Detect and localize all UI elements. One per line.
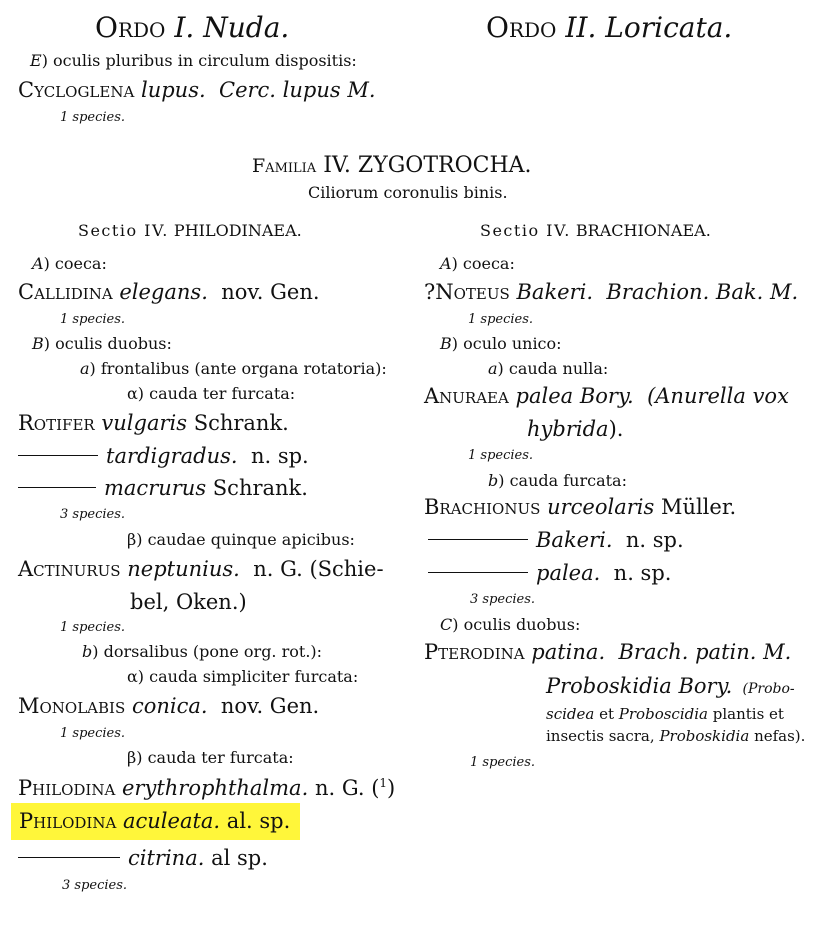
entry-note: nov. Gen. (220, 694, 320, 718)
alpha-line: α) cauda ter furcata: (127, 384, 296, 403)
author-name: Schrank. (212, 476, 308, 500)
author-name: Schrank. (193, 411, 289, 435)
genus-name: Pterodina (424, 640, 525, 664)
synonym-continued: hybrida (527, 417, 609, 441)
note-text: insectis sacra, (546, 727, 655, 745)
species-count: 1 species. (468, 448, 534, 463)
note-text: et (599, 705, 615, 723)
right-ra-line (488, 361, 608, 377)
species-name: erythrophthalma. (122, 776, 309, 800)
right-rb-line (488, 473, 627, 489)
entry-bakeri (428, 530, 684, 551)
left-a-line (32, 256, 107, 272)
author-name: Müller. (660, 495, 737, 519)
section-letter: A (32, 254, 44, 273)
species-count: 1 species. (60, 620, 126, 635)
species-count: 1 species. (60, 726, 126, 741)
genus-name: Callidina (18, 280, 113, 304)
note-text: (Probo- (742, 681, 795, 697)
ordo-label: Ordo (486, 11, 557, 44)
right-c-line (440, 617, 580, 633)
entry-note: al sp. (211, 846, 268, 870)
genus-name: Anuraea (424, 384, 509, 408)
ordo-1-heading (95, 11, 290, 44)
species-name: palea. (536, 561, 601, 585)
note-text: nefas). (754, 727, 806, 745)
sectio-heading-right (480, 223, 711, 239)
section-letter: B (32, 334, 44, 353)
entry-note: n. sp. (250, 444, 309, 468)
synonym-continued: Proboskidia Bory. (546, 674, 733, 698)
subsection-text: ) cauda furcata: (498, 471, 627, 490)
ditto-dash (428, 572, 528, 573)
entry-philodina-erythrophthalma (18, 777, 395, 799)
ordo-label: Ordo (95, 11, 166, 44)
genus-name: Rotifer (18, 411, 95, 435)
entry-brachionus (424, 497, 736, 518)
section-text: ) oculis duobus: (452, 615, 581, 634)
subsection-letter: b (488, 471, 499, 490)
entry-note: al. sp. (226, 809, 291, 833)
left-fa-line (80, 361, 387, 377)
entry-proboskidia (546, 676, 795, 697)
section-e-line (30, 53, 357, 69)
note-text: scidea (546, 705, 595, 723)
entry-note-close: ) (387, 776, 396, 800)
highlight-mark (11, 803, 300, 840)
subsection-letter: a (80, 359, 90, 378)
subsection-letter: a (488, 359, 498, 378)
sectio-name: BRACHIONAEA. (575, 221, 711, 240)
species-count: 1 species. (470, 755, 536, 770)
left-fb-line (82, 644, 322, 660)
species-count: 1 species. (468, 312, 534, 327)
species-name: lupus. (140, 78, 206, 102)
synonym: Cerc. lupus M. (219, 78, 376, 102)
ordo-2-heading (486, 11, 733, 44)
entry-rotifer (18, 413, 289, 434)
ordo-name: Loricata. (605, 11, 733, 44)
entry-anuraea-continued (527, 419, 623, 440)
entry-note: n. sp. (625, 528, 684, 552)
entry-philodina-aculeata-highlighted (11, 811, 300, 832)
section-text: ) oculis duobus: (43, 334, 172, 353)
ordo-name: Nuda. (203, 11, 290, 44)
genus-name: Cycloglena (18, 78, 135, 102)
genus-name: Philodina (19, 809, 117, 833)
species-name: elegans. (119, 280, 208, 304)
note-text: Proboskidia (659, 727, 750, 745)
beta-line: β) cauda ter furcata: (127, 748, 294, 767)
entry-anuraea (424, 386, 789, 407)
right-a-line (440, 256, 515, 272)
entry-note: n. sp. (613, 561, 672, 585)
familia-number: IV. (323, 153, 351, 178)
right-b-line (440, 336, 562, 352)
subsection-text: ) frontalibus (ante organa rotatoria): (89, 359, 387, 378)
proboskidia-note-line-3 (546, 729, 805, 744)
section-letter: A (440, 254, 452, 273)
species-name: tardigradus. (106, 444, 238, 468)
sectio-label: Sectio IV. (78, 221, 169, 240)
note-text: Proboscidia (618, 705, 708, 723)
species-name: macrurus (104, 476, 207, 500)
subsection-text: ) dorsalibus (pone org. rot.): (92, 642, 323, 661)
species-name: patina. (531, 640, 606, 664)
entry-note-continued: bel, Oken.) (130, 590, 247, 614)
subsection-letter: b (82, 642, 93, 661)
entry-pterodina (424, 642, 791, 663)
sectio-heading-left (78, 223, 302, 239)
ordo-number: II. (565, 11, 597, 44)
entry-tardigradus (18, 446, 309, 467)
species-name: palea Bory. (515, 384, 634, 408)
entry-citrina (18, 848, 268, 869)
entry-note: n. G. ( (314, 776, 380, 800)
familia-heading (252, 155, 532, 177)
section-text: ) oculis pluribus in circulum dispositis: (41, 51, 357, 70)
genus-name: Monolabis (18, 694, 126, 718)
alpha-line: α) cauda simpliciter furcata: (127, 667, 359, 686)
species-name: urceolaris (547, 495, 655, 519)
section-text: ) coeca: (451, 254, 515, 273)
familia-label: Familia (252, 155, 317, 177)
familia-name: ZYGOTROCHA. (357, 153, 532, 178)
species-name: citrina. (128, 846, 205, 870)
section-letter: C (440, 615, 453, 634)
genus-name: Philodina (18, 776, 116, 800)
genus-name: Actinurus (18, 557, 121, 581)
ditto-dash (18, 857, 120, 858)
familia-subtitle: Ciliorum coronulis binis. (308, 183, 508, 202)
synonym: Brachion. Bak. M. (606, 280, 799, 304)
ditto-dash (18, 487, 96, 488)
entry-cycloglena (18, 80, 376, 101)
synonym: Brach. patin. M. (618, 640, 792, 664)
entry-actinurus (18, 559, 384, 580)
entry-noteus (424, 282, 798, 303)
footnote-marker[interactable]: 1 (379, 776, 388, 790)
entry-palea (428, 563, 671, 584)
sectio-label: Sectio IV. (480, 221, 571, 240)
beta-line: β) caudae quinque apicibus: (127, 530, 355, 549)
species-name: neptunius. (127, 557, 240, 581)
section-letter: B (440, 334, 452, 353)
genus-name: ?Noteus (424, 280, 510, 304)
left-b-line (32, 336, 172, 352)
species-name: vulgaris (101, 411, 187, 435)
species-count: 3 species. (470, 592, 536, 607)
ditto-dash (18, 455, 98, 456)
entry-note: nov. Gen. (221, 280, 320, 304)
species-count: 3 species. (62, 878, 128, 893)
proboskidia-note-line-2 (546, 707, 784, 722)
species-name: aculeata. (123, 809, 221, 833)
species-name: conica. (131, 694, 208, 718)
species-name: Bakeri. (536, 528, 613, 552)
section-text: ) oculo unico: (451, 334, 562, 353)
note-text: plantis et (712, 705, 784, 723)
subsection-text: ) cauda nulla: (497, 359, 609, 378)
ordo-number: I. (174, 11, 195, 44)
species-count: 1 species. (60, 312, 126, 327)
entry-callidina (18, 282, 320, 303)
ditto-dash (428, 539, 528, 540)
species-count: 1 species. (60, 110, 126, 125)
synonym-close: ). (608, 417, 624, 441)
species-name: Bakeri. (516, 280, 594, 304)
section-letter: E (30, 51, 42, 70)
genus-name: Brachionus (424, 495, 541, 519)
synonym: (Anurella vox (647, 384, 789, 408)
entry-macrurus (18, 478, 308, 499)
section-text: ) coeca: (43, 254, 107, 273)
entry-note: n. G. (Schie- (253, 557, 384, 581)
sectio-name: PHILODINAEA. (173, 221, 302, 240)
entry-monolabis (18, 696, 319, 717)
species-count: 3 species. (60, 507, 126, 522)
